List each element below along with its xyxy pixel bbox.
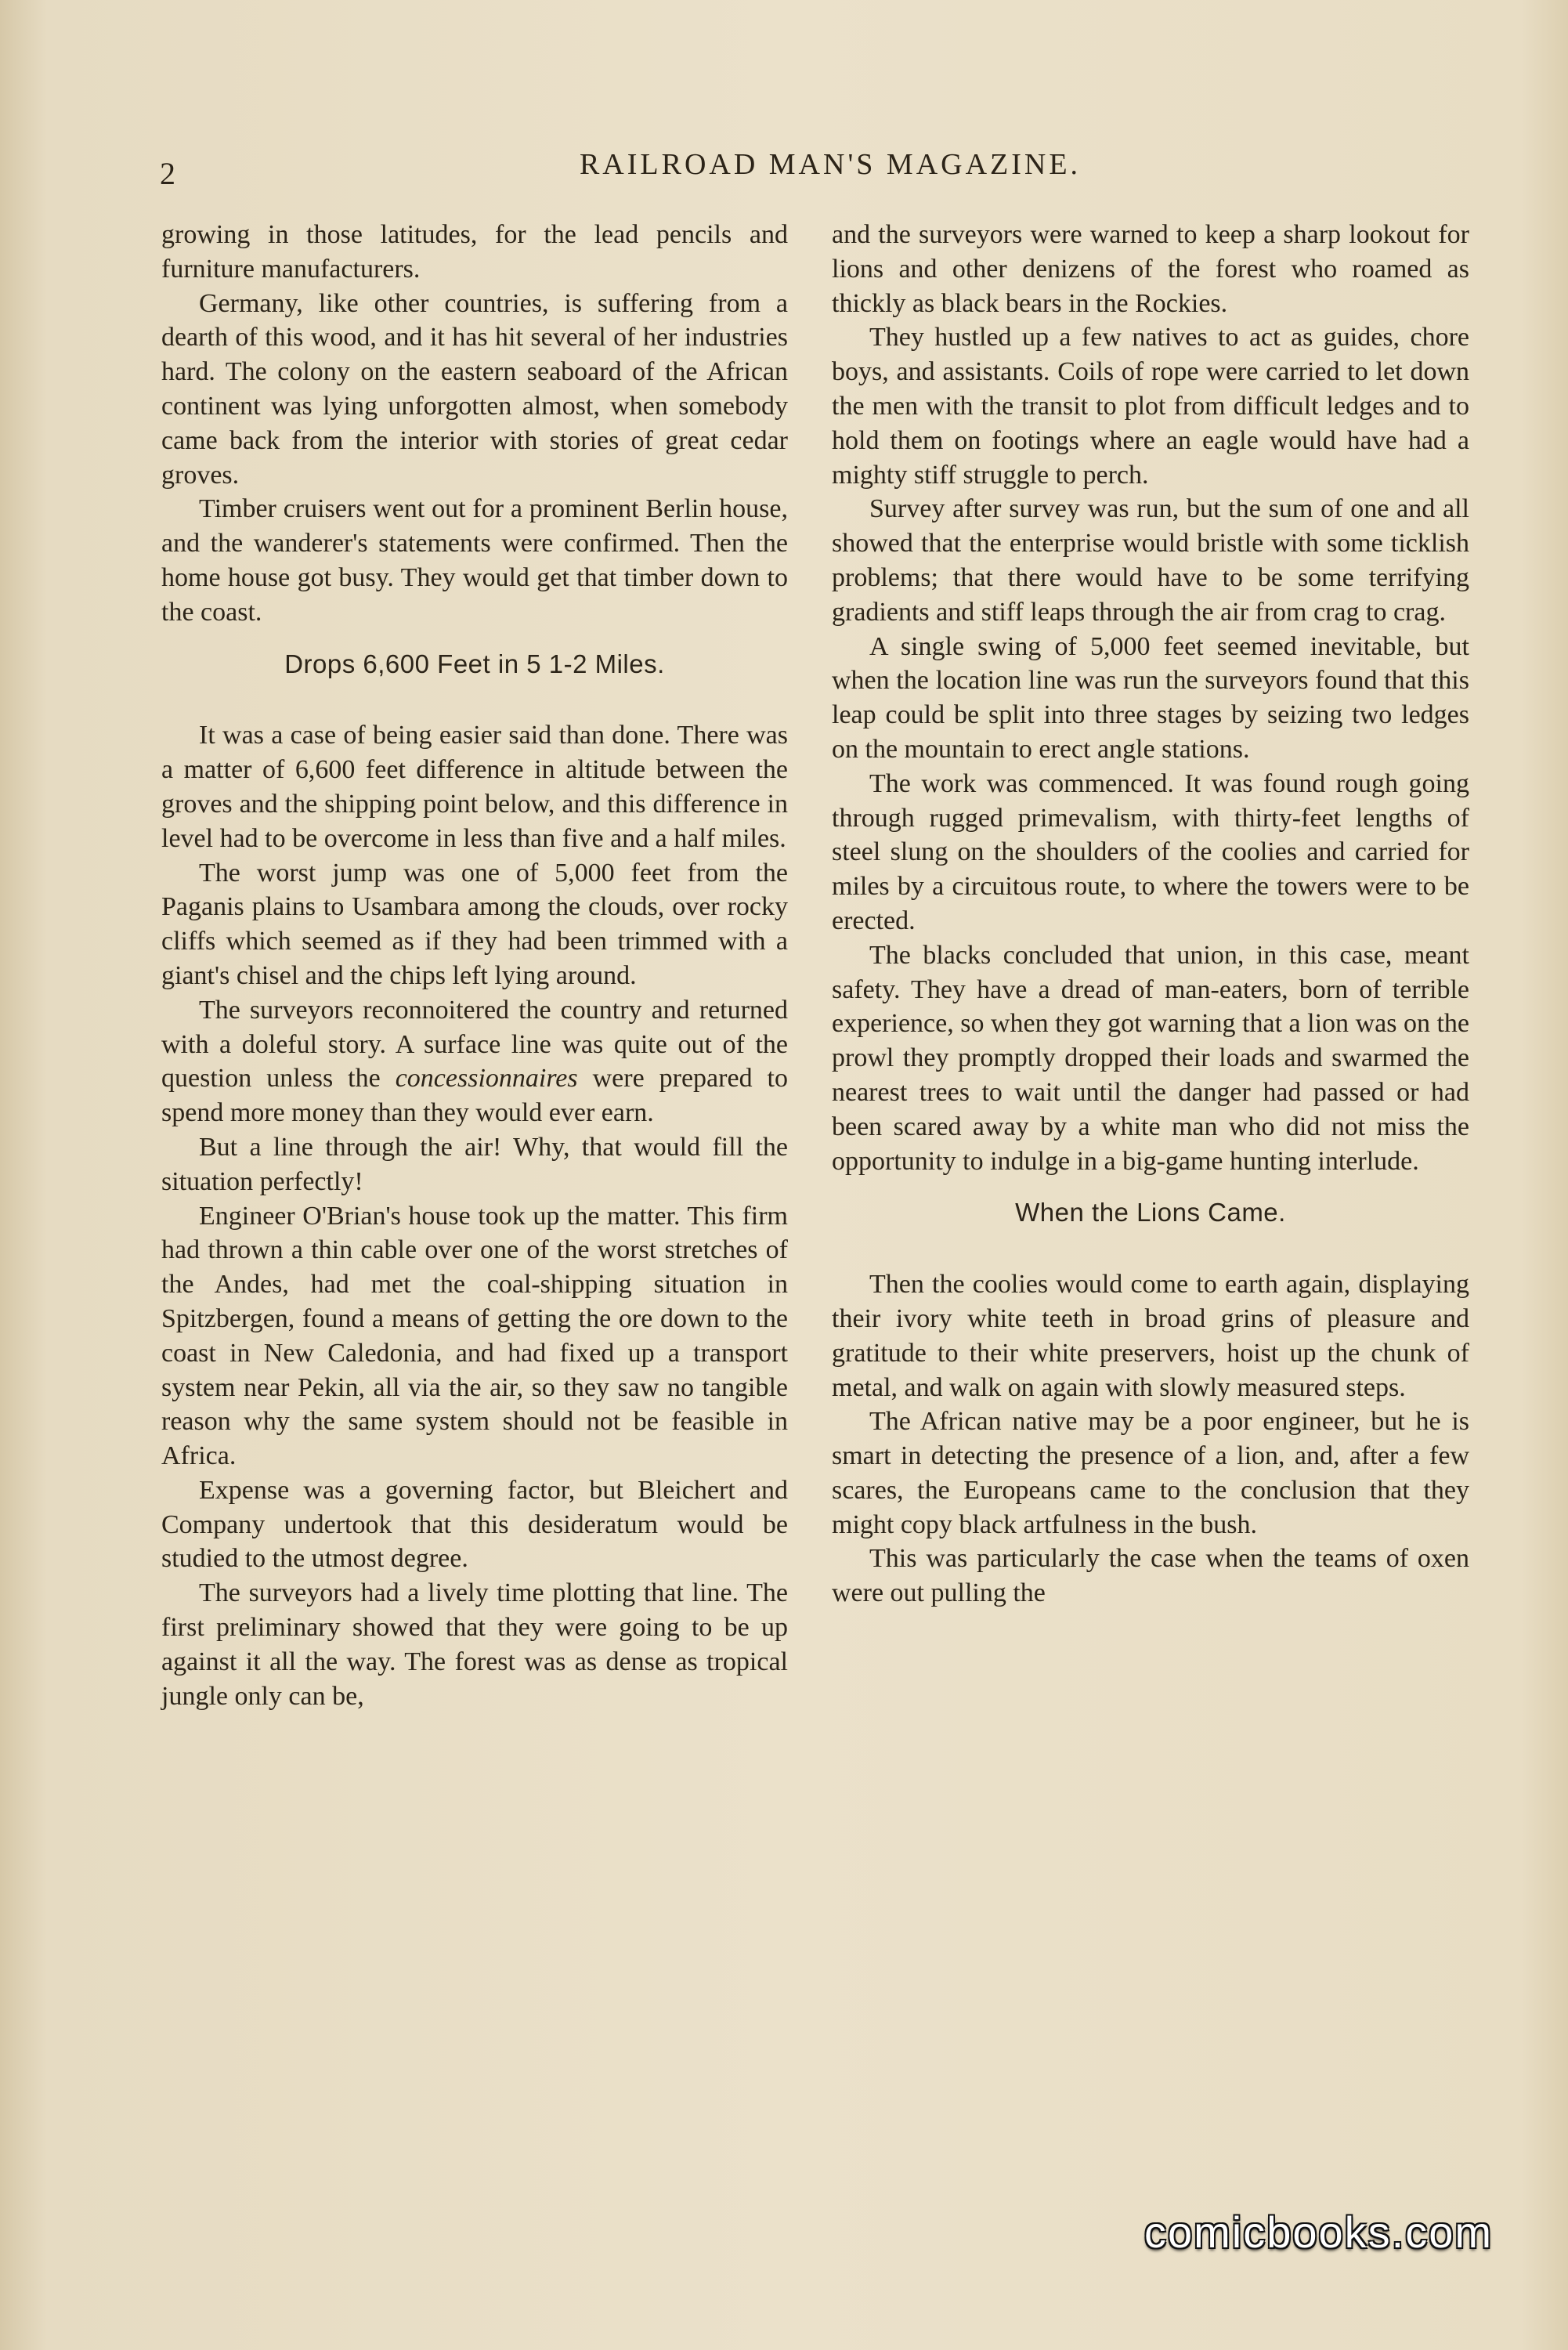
left-column [161, 218, 788, 1713]
paragraph: and the surveyors were warned to keep a sharp lookout for lions and other denizens of the forest who roamed as thickly as black bears in the Rockies. [832, 220, 1469, 318]
watermark: comicbooks.com [1143, 2207, 1493, 2257]
paragraph: They hustled up a few natives to act as guides, chore boys, and assistants. Coils of rope were carried to let down the men with the transit to plot from difficult ledges and to hold them on footings where an eagle would have had a mighty stiff struggle to perch. [832, 323, 1469, 490]
paragraph: growing in those latitudes, for the lead pencils and furniture manufacturers. [161, 220, 788, 284]
paragraph: Expense was a governing factor, but Bleichert and Company undertook that this desideratum would be studied to the utmost degree. [161, 1475, 788, 1574]
paragraph: The work was commenced. It was found rough going through rugged primevalism, with thirty-feet lengths of steel slung on the shoulders of the coolies and carried for miles by a circuitous route, to where the towers were to be erected. [832, 768, 1469, 935]
paragraph: A single swing of 5,000 feet seemed inevitable, but when the location line was run the surveyors found that this leap could be split into three stages by seizing two ledges on the mountain to erect angle stations. [832, 631, 1469, 764]
right-column [832, 218, 1469, 1611]
running-head: RAILROAD MAN'S MAGAZINE. [579, 148, 1082, 181]
section-heading: When the Lions Came. [1015, 1198, 1286, 1227]
italic-term: concessionnaires [395, 1064, 578, 1094]
paragraph [161, 993, 788, 1130]
paragraph: The African native may be a poor engineer, but he is smart in detecting the presence of a lion, and, after a few scares, the Europeans came to the conclusion that they might copy black artfulness in the bush. [832, 1407, 1469, 1539]
paragraph: Then the coolies would come to earth again, displaying their ivory white teeth in broad grins of pleasure and gratitude to their white preservers, hoist up the chunk of metal, and walk on again with slowly measured steps. [832, 1270, 1469, 1402]
paragraph: Survey after survey was run, but the sum of one and all showed that the enterprise would bristle with some ticklish problems; that there would have to be some terrifying gradients and stiff leaps through the air from crag to crag. [832, 494, 1469, 627]
section-heading: Drops 6,600 Feet in 5 1-2 Miles. [284, 649, 665, 678]
paragraph: Engineer O'Brian's house took up the matter. This firm had thrown a thin cable over one of the worst stretches of the Andes, had met the coal-shipping situation in Spitzbergen, found a means of getting the ore down to the coast in New Caledonia, and had fixed up a transport system near Pekin, all via the air, so they saw no tangible reason why the same system should not be feasible in Africa. [161, 1201, 788, 1471]
paragraph: The surveyors had a lively time plotting that line. The first preliminary showed that they were going to be up against it all the way. The forest was as dense as tropical jungle only can be, [161, 1578, 788, 1711]
paragraph: But a line through the air! Why, that would fill the situation perfectly! [161, 1132, 788, 1196]
paragraph: This was particularly the case when the teams of oxen were out pulling the [832, 1544, 1469, 1608]
paragraph: It was a case of being easier said than done. There was a matter of 6,600 feet difference in altitude between the groves and the shipping point below, and this difference in level had to be overcome in less than five and a half miles. [161, 721, 788, 853]
page-number: 2 [160, 156, 176, 191]
paragraph: Timber cruisers went out for a prominent Berlin house, and the wanderer's statements were confirmed. Then the home house got busy. They would get that timber down to the coast. [161, 494, 788, 627]
paragraph: The blacks concluded that union, in this case, meant safety. They have a dread of man-eaters, born of terrible experience, so when they got warning that a lion was on the prowl they promptly dropped their loads and swarmed the nearest trees to wait until the danger had passed or had been scared away by a white man who did not miss the opportunity to indulge in a big-game hunting interlude. [832, 940, 1469, 1176]
paragraph-text: The surveyors reconnoitered the country and returned with a doleful story. A surface line was quite out of the question unless the [161, 995, 788, 1094]
paragraph-text: were prepared to spend more money than they would ever earn. [161, 1064, 788, 1128]
paragraph: The worst jump was one of 5,000 feet from the Paganis plains to Usambara among the clouds, over rocky cliffs which seemed as if they had been trimmed with a giant's chisel and the chips left lying around. [161, 858, 788, 990]
paragraph: Germany, like other countries, is suffering from a dearth of this wood, and it has hit several of her industries hard. The colony on the eastern seaboard of the African continent was lying unforgotten almost, when somebody came back from the interior with stories of great cedar groves. [161, 288, 788, 490]
